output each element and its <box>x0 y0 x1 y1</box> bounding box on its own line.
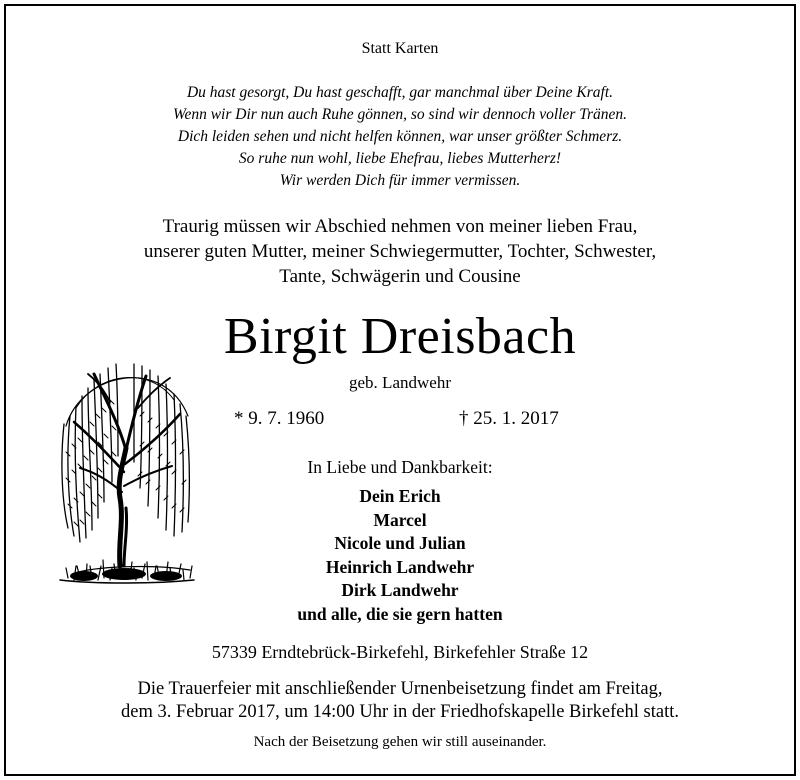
intro-line: Traurig müssen wir Abschied nehmen von meiner lieben Frau, <box>162 216 638 237</box>
birth-date: * 9. 7. 1960 <box>234 408 325 429</box>
deceased-name: Birgit Dreisbach <box>223 308 577 365</box>
intro-line: Tante, Schwägerin und Cousine <box>279 266 521 287</box>
ceremony-info <box>6 678 794 724</box>
ceremony-line: dem 3. Februar 2017, um 14:00 Uhr in der Friedhofskapelle Birkefehl statt. <box>121 702 679 722</box>
obituary-notice <box>4 4 796 776</box>
address: 57339 Erndtebrück-Birkefehl, Birkefehler Straße 12 <box>211 642 589 662</box>
mourner: Dein Erich <box>359 486 441 506</box>
ceremony-line: Die Trauerfeier mit anschließender Urnenbeisetzung findet am Freitag, <box>137 679 663 699</box>
header-text: Statt Karten <box>361 40 439 57</box>
mourner: Marcel <box>373 509 427 530</box>
thanks-line: In Liebe und Dankbarkeit: <box>307 457 493 477</box>
poem-line: So ruhe nun wohl, liebe Ehefrau, liebes Mutterherz! <box>238 150 562 167</box>
death-date: † 25. 1. 2017 <box>459 408 559 429</box>
mourner: Nicole und Julian <box>334 533 466 553</box>
poem-line: Du hast gesorgt, Du hast geschafft, gar manchmal über Deine Kraft. <box>186 84 614 101</box>
mourner: und alle, die sie gern hatten <box>297 603 503 624</box>
weeping-willow-icon <box>54 352 196 588</box>
intro-line: unserer guten Mutter, meiner Schwiegermutter, Tochter, Schwester, <box>143 241 657 262</box>
born-name: geb. Landwehr <box>349 373 451 392</box>
poem-line: Dich leiden sehen und nicht helfen können, war unser größter Schmerz. <box>177 128 623 145</box>
mourner: Heinrich Landwehr <box>325 556 475 577</box>
final-note: Nach der Beisetzung gehen wir still auseinander. <box>253 734 547 750</box>
intro-text <box>6 214 794 289</box>
poem <box>6 82 794 192</box>
poem-line: Wir werden Dich für immer vermissen. <box>279 172 521 189</box>
mourner: Dirk Landwehr <box>341 580 459 600</box>
poem-line: Wenn wir Dir nun auch Ruhe gönnen, so sind wir dennoch voller Tränen. <box>172 106 628 123</box>
